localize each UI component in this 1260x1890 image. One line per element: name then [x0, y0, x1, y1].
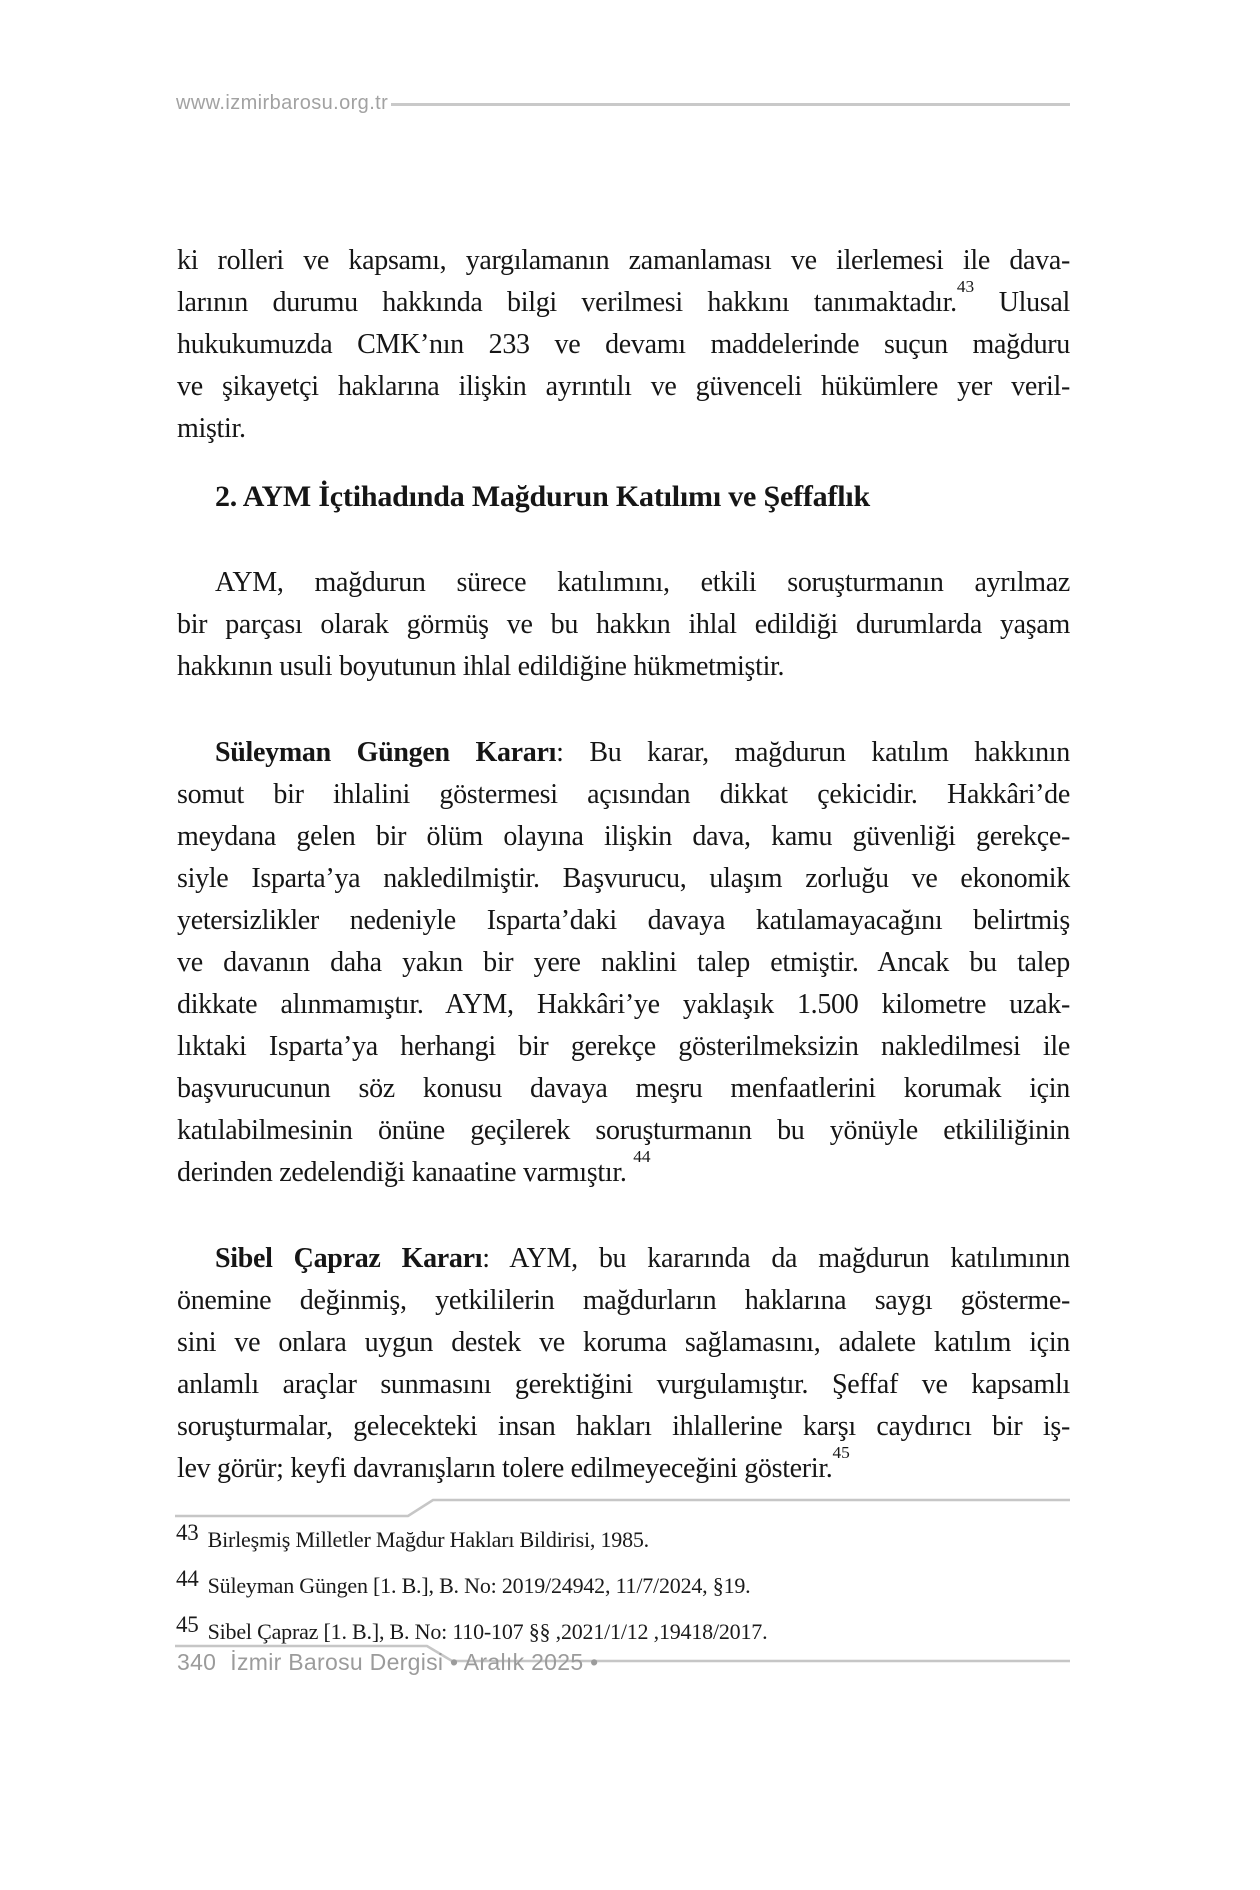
body-line: ve davanın daha yakın bir yere naklini talep etmiştir. Ancak bu talep — [177, 947, 1070, 978]
footer-page-number: 340 — [177, 1649, 217, 1675]
body-line: dikkate alınmamıştır. AYM, Hakkâri’ye yaklaşık 1.500 kilometre uzak- — [177, 989, 1070, 1020]
footnote-number: 43 — [176, 1520, 199, 1545]
footnote-text: Süleyman Güngen [1. B.], B. No: 2019/24942, 11/7/2024, §19. — [207, 1573, 751, 1598]
footnote-number: 44 — [176, 1566, 199, 1591]
body-line: miştir. — [177, 413, 246, 444]
body-line: yetersizlikler nedeniyle Isparta’daki davaya katılamayacağını belirtmiş — [177, 905, 1070, 936]
footnote-number: 45 — [176, 1612, 199, 1637]
body-line: meydana gelen bir ölüm olayına ilişkin dava, kamu güvenliği gerekçe- — [177, 821, 1070, 852]
body-line: Sibel Çapraz Kararı: AYM, bu kararında da mağdurun katılımının — [215, 1243, 1071, 1274]
body-line: Süleyman Güngen Kararı: Bu karar, mağdurun katılım hakkının — [215, 737, 1070, 768]
body-line: katılabilmesinin önüne geçilerek soruşturmanın bu yönüyle etkililiğinin — [177, 1115, 1070, 1146]
body-line: başvurucunun söz konusu davaya meşru menfaatlerini korumak için — [177, 1073, 1070, 1104]
body-text — [177, 240, 1070, 1490]
header-site-url: www.izmirbarosu.org.tr — [176, 92, 389, 114]
page-header — [176, 92, 1070, 115]
body-line: lev görür; keyfi davranışların tolere edilmeyeceğini gösterir.$^{45}$ — [177, 1443, 850, 1484]
body-line: anlamlı araçlar sunmasını gerektiğini vurgulamıştır. Şeffaf ve kapsamlı — [177, 1369, 1070, 1400]
footnote-ref: 45 — [832, 1443, 850, 1462]
footnote-text: Birleşmiş Milletler Mağdur Hakları Bildirisi, 1985. — [207, 1527, 649, 1552]
page-footer — [177, 1649, 598, 1676]
body-line: hukukumuzda CMK’nın 233 ve devamı maddelerinde suçun mağduru — [177, 329, 1070, 360]
body-line: önemine değinmiş, yetkililerin mağdurların haklarına saygı gösterme- — [177, 1285, 1070, 1316]
footnote-ref: 43 — [956, 277, 975, 296]
footnote-text: Sibel Çapraz [1. B.], B. No: 110-107 §§ ,2021/1/12 ,19418/2017. — [207, 1619, 768, 1644]
body-paragraph — [177, 732, 1070, 1194]
section-heading: 2. AYM İçtihadında Mağdurun Katılımı ve Şeffaflık — [215, 480, 870, 513]
body-line: ki rolleri ve kapsamı, yargılamanın zamanlaması ve ilerlemesi ile dava- — [177, 245, 1070, 276]
body-line: AYM, mağdurun sürece katılımını, etkili soruşturmanın ayrılmaz — [215, 567, 1070, 598]
body-line: bir parçası olarak görmüş ve bu hakkın ihlal edildiği durumlarda yaşam — [177, 609, 1070, 640]
body-line: derinden zedelendiği kanaatine varmıştır. $^{44}$ — [177, 1147, 651, 1188]
body-line: larının durumu hakkında bilgi verilmesi hakkını tanımaktadır.$^{43}$ Ulusal — [177, 277, 1070, 318]
footnote-separator — [175, 1496, 1070, 1520]
body-line: lıktaki Isparta’ya herhangi bir gerekçe gösterilmeksizin nakledilmesi ile — [177, 1031, 1070, 1062]
body-paragraph — [177, 562, 1070, 688]
footnote-ref: 44 — [633, 1147, 651, 1166]
body-line: somut bir ihlalini göstermesi açısından dikkat çekicidir. Hakkâri’de — [177, 779, 1070, 810]
body-paragraph — [177, 1238, 1070, 1490]
header-rule — [391, 103, 1070, 106]
footnote — [176, 1566, 1070, 1601]
body-paragraph — [177, 240, 1070, 450]
body-line: ve şikayetçi haklarına ilişkin ayrıntılı ve güvenceli hükümlere yer veril- — [177, 371, 1070, 402]
footnote — [176, 1520, 1070, 1555]
body-line: hakkının usuli boyutunun ihlal edildiğine hükmetmiştir. — [177, 651, 785, 682]
body-line: siyle Isparta’ya nakledilmiştir. Başvurucu, ulaşım zorluğu ve ekonomik — [177, 863, 1070, 894]
body-line: soruşturmalar, gelecekteki insan hakları ihlallerine karşı caydırıcı bir iş- — [177, 1411, 1070, 1442]
body-line: sini ve onlara uygun destek ve koruma sağlamasını, adalete katılım için — [177, 1327, 1070, 1358]
footer-journal-line: İzmir Barosu Dergisi • Aralık 2025 • — [230, 1649, 599, 1675]
